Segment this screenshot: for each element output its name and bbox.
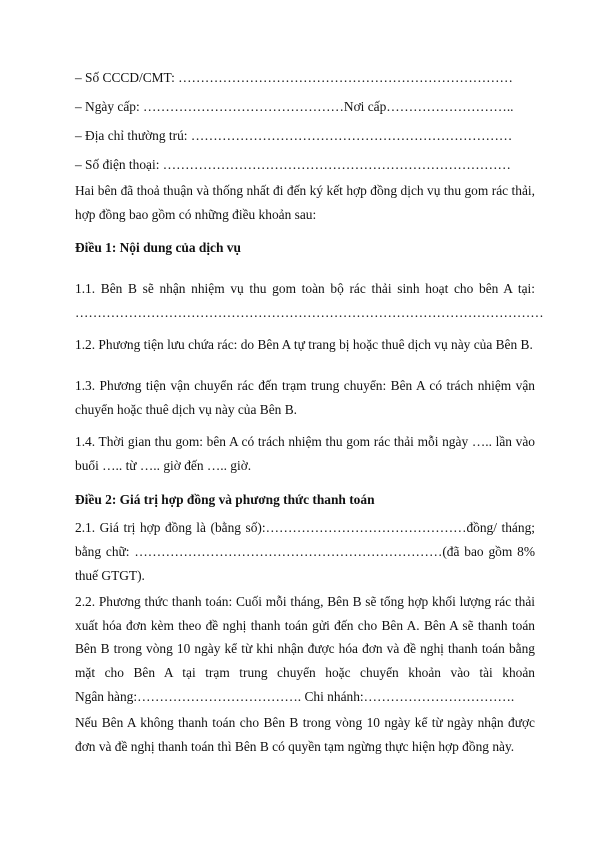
clause-1-1-line-2: …………………………………………………………………………………………… [75,305,544,320]
clause-2-2-line-5: Ngân hàng:………………………………. Chi nhánh:……………………………. [75,689,515,704]
clause-2-1-line-1: 2.1. Giá trị hợp đồng là (bằng số):………………………………………đồng/ tháng; [75,520,535,535]
clause-1-4-line-1: 1.4. Thời gian thu gom: bên A có trách nhiệm thu gom rác thải mỗi ngày ….. lần vào [75,434,535,449]
clause-2-2-line-1: 2.2. Phương thức thanh toán: Cuối mỗi tháng, Bên B sẽ tổng hợp khối lượng rác thải [75,594,535,609]
clause-2-2-line-3: Bên B trong vòng 10 ngày kể từ khi nhận được hóa đơn và đề nghị thanh toán bằng [75,641,535,656]
clause-1-1-line-1: 1.1. Bên B sẽ nhận nhiệm vụ thu gom toàn bộ rác thải sinh hoạt cho bên A tại: [75,281,535,296]
clause-2-1-line-2: bằng chữ: ……………………………………………………………(đã bao gồm 8% [75,544,535,559]
intro-line-2: hợp đồng bao gồm có những điều khoản sau: [75,207,317,222]
article-2-heading: Điều 2: Giá trị hợp đồng và phương thức thanh toán [75,492,375,507]
late-payment-line-2: đơn và đề nghị thanh toán thì Bên B có quyền tạm ngừng thực hiện hợp đồng này. [75,739,515,754]
clause-1-3-line-1: 1.3. Phương tiện vận chuyển rác đến trạm trung chuyển: Bên A có trách nhiệm vận [75,378,535,393]
article-1-heading: Điều 1: Nội dung của dịch vụ [75,240,241,255]
phone-number-line: – Số điện thoại: …………………………………………………………………… [75,157,511,172]
issue-date-place-line: – Ngày cấp: ………………………………………Nơi cấp……………………….. [75,99,514,114]
clause-2-1-line-3: thuế GTGT). [75,568,145,583]
clause-1-2: 1.2. Phương tiện lưu chứa rác: do Bên A tự trang bị hoặc thuê dịch vụ này của Bên B. [75,337,533,352]
permanent-address-line: – Địa chỉ thường trú: ……………………………………………………………… [75,128,513,143]
late-payment-line-1: Nếu Bên A không thanh toán cho Bên B trong vòng 10 ngày kể từ ngày nhận được [75,715,535,730]
clause-2-2-line-2: xuất hóa đơn kèm theo đề nghị thanh toán gửi đến cho Bên A. Bên A sẽ thanh toán [75,618,535,633]
clause-1-3-line-2: chuyển hoặc thuê dịch vụ này của Bên B. [75,402,297,417]
id-number-line: – Số CCCD/CMT: ………………………………………………………………… [75,70,513,85]
clause-1-4-line-2: buổi ….. từ ….. giờ đến ….. giờ. [75,458,252,473]
clause-2-2-line-4: mặt cho Bên A tại trạm trung chuyển hoặc chuyển khoản vào tài khoản [75,665,535,680]
intro-line-1: Hai bên đã thoả thuận và thống nhất đi đến ký kết hợp đồng dịch vụ thu gom rác thải, [75,183,535,198]
